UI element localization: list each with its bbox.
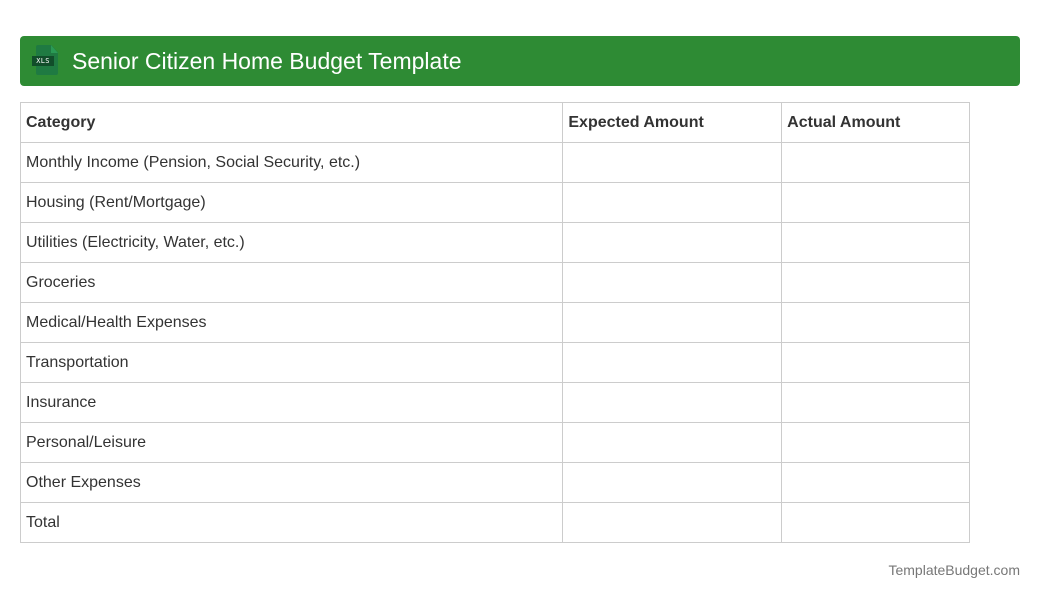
column-header-category: Category — [21, 103, 563, 143]
table-row — [21, 383, 970, 423]
expected-amount-cell[interactable] — [563, 383, 782, 423]
category-cell: Utilities (Electricity, Water, etc.) — [21, 223, 563, 263]
category-cell: Insurance — [21, 383, 563, 423]
total-row — [21, 503, 970, 543]
expected-amount-cell[interactable] — [563, 303, 782, 343]
table-row — [21, 143, 970, 183]
actual-amount-cell[interactable] — [782, 303, 970, 343]
expected-amount-cell[interactable] — [563, 263, 782, 303]
column-header-actual-amount: Actual Amount — [782, 103, 970, 143]
expected-amount-cell[interactable] — [563, 503, 782, 543]
category-cell: Medical/Health Expenses — [21, 303, 563, 343]
category-cell: Monthly Income (Pension, Social Security, etc.) — [21, 143, 563, 183]
category-cell: Other Expenses — [21, 463, 563, 503]
actual-amount-cell[interactable] — [782, 143, 970, 183]
expected-amount-cell[interactable] — [563, 463, 782, 503]
page-title: Senior Citizen Home Budget Template — [72, 47, 462, 74]
actual-amount-cell[interactable] — [782, 263, 970, 303]
budget-table — [20, 102, 970, 543]
actual-amount-cell[interactable] — [782, 343, 970, 383]
column-header-expected-amount: Expected Amount — [563, 103, 782, 143]
table-row — [21, 223, 970, 263]
actual-amount-cell[interactable] — [782, 183, 970, 223]
title-bar — [20, 36, 1020, 86]
category-cell: Groceries — [21, 263, 563, 303]
table-row — [21, 263, 970, 303]
actual-amount-cell[interactable] — [782, 383, 970, 423]
category-cell: Transportation — [21, 343, 563, 383]
table-row — [21, 303, 970, 343]
expected-amount-cell[interactable] — [563, 343, 782, 383]
xls-file-icon: XLS — [32, 45, 60, 77]
expected-amount-cell[interactable] — [563, 423, 782, 463]
expected-amount-cell[interactable] — [563, 183, 782, 223]
table-row — [21, 463, 970, 503]
expected-amount-cell[interactable] — [563, 223, 782, 263]
table-header-row — [21, 103, 970, 143]
actual-amount-cell[interactable] — [782, 223, 970, 263]
category-cell: Housing (Rent/Mortgage) — [21, 183, 563, 223]
actual-amount-cell[interactable] — [782, 423, 970, 463]
table-row — [21, 343, 970, 383]
actual-amount-cell[interactable] — [782, 463, 970, 503]
expected-amount-cell[interactable] — [563, 143, 782, 183]
actual-amount-cell[interactable] — [782, 503, 970, 543]
category-cell: Total — [21, 503, 563, 543]
table-row — [21, 183, 970, 223]
table-row — [21, 423, 970, 463]
footer-site-credit: TemplateBudget.com — [888, 562, 1020, 578]
category-cell: Personal/Leisure — [21, 423, 563, 463]
